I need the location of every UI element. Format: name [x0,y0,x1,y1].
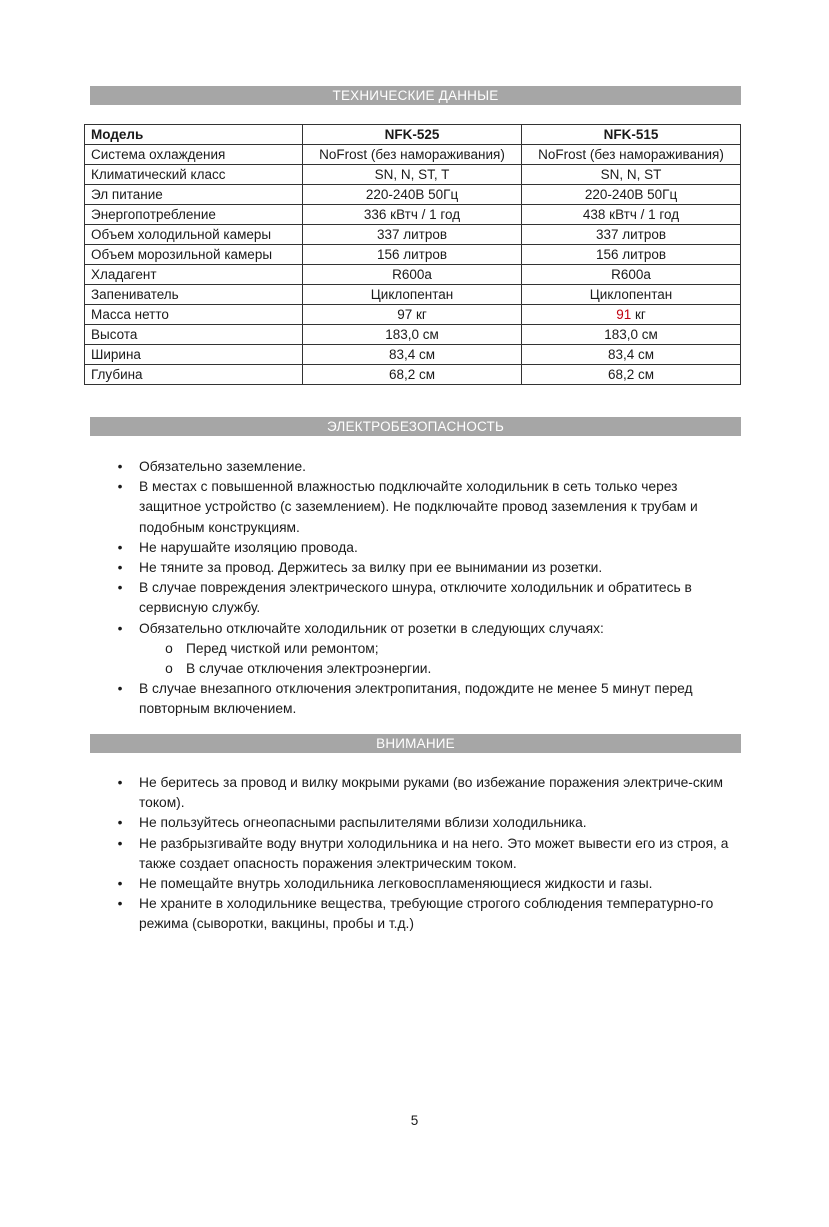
table-row [85,245,741,265]
list-item [113,477,741,538]
table-cell: 68,2 см [522,365,741,385]
list-item-text: Обязательно отключайте холодильник от розетки в следующих случаях: [139,620,604,636]
table-cell: 438 кВтч / 1 год [522,205,741,225]
table-row [85,185,741,205]
table-cell: Эл питание [85,185,303,205]
table-header-cell: Модель [85,125,303,145]
list-item-text: Не помещайте внутрь холодильника легковоспламеняющиеся жидкости и газы. [139,876,653,892]
warning-list [113,773,741,935]
sub-list-item [139,659,741,679]
table-cell: Энергопотребление [85,205,303,225]
bullet-icon: • [117,896,123,912]
bullet-icon: • [117,580,123,596]
table-cell: 220-240В 50Гц [303,185,522,205]
specifications-table [84,124,741,385]
list-item [113,578,741,618]
bullet-icon: • [117,835,123,851]
bullet-icon: • [117,681,123,697]
electrical-safety-list [113,457,741,720]
list-item [113,834,741,874]
list-item [113,894,741,934]
table-cell: Запениватель [85,285,303,305]
bullet-icon: • [117,620,123,636]
table-cell: NoFrost (без намораживания) [303,145,522,165]
table-cell: Хладагент [85,265,303,285]
list-item [113,773,741,813]
table-cell: Циклопентан [522,285,741,305]
list-item-text: Не тяните за провод. Держитесь за вилку при ее вынимании из розетки. [139,560,603,576]
sub-list-item-text: Перед чисткой или ремонтом; [186,640,379,656]
table-header-cell: NFK-515 [522,125,741,145]
bullet-icon: • [117,775,123,790]
circle-bullet-icon: o [165,640,173,656]
table-cell: 156 литров [303,245,522,265]
list-item [113,874,741,894]
table-row [85,145,741,165]
table-cell: 337 литров [522,225,741,245]
table-cell: Ширина [85,345,303,365]
table-cell: Глубина [85,365,303,385]
list-item [113,813,741,833]
table-row [85,365,741,385]
table-cell: 183,0 см [303,325,522,345]
table-cell: Циклопентан [303,285,522,305]
bullet-icon: • [117,459,123,474]
table-row [85,345,741,365]
table-cell: SN, N, ST [522,165,741,185]
list-item [113,457,741,477]
sub-list [139,639,741,679]
table-row [85,205,741,225]
list-item [113,558,741,578]
bullet-icon: • [117,479,123,495]
list-item [113,679,741,719]
table-cell: 97 кг [303,305,522,325]
list-item-text: В местах с повышенной влажностью подключайте холодильник в сеть только через защитное устройство (с заземлением). Не подключайте провод заземления к трубам и подобным конструкциям. [139,479,698,535]
table-header-row [85,125,741,145]
table-cell: Высота [85,325,303,345]
table-cell: NoFrost (без намораживания) [522,145,741,165]
list-item-text: Не разбрызгивайте воду внутри холодильника и на него. Это может вывести его из строя, а также создает опасность поражения электрическим током. [139,835,729,871]
table-cell-mass-nfk515 [522,305,741,325]
table-cell: Система охлаждения [85,145,303,165]
table-cell: 156 литров [522,245,741,265]
table-cell: Объем морозильной камеры [85,245,303,265]
section-header-electrical-safety: ЭЛЕКТРОБЕЗОПАСНОСТЬ [90,417,741,436]
table-row [85,285,741,305]
table-cell: 83,4 см [303,345,522,365]
circle-bullet-icon: o [165,661,173,677]
section-header-tech-data: ТЕХНИЧЕСКИЕ ДАННЫЕ [90,86,741,105]
table-row [85,225,741,245]
list-item [113,619,741,680]
list-item-text: В случае внезапного отключения электропитания, подождите не менее 5 минут перед повторным включением. [139,681,693,717]
table-row [85,305,741,325]
list-item-text: В случае повреждения электрического шнура, отключите холодильник и обратитесь в сервисную службу. [139,580,692,616]
list-item-text: Не храните в холодильнике вещества, требующие строгого соблюдения температурно-го режима (сыворотки, вакцины, пробы и т.д.) [139,896,714,932]
table-cell: Масса нетто [85,305,303,325]
page-number: 5 [410,1113,419,1128]
list-item-text: Не пользуйтесь огнеопасными распылителями вблизи холодильника. [139,815,587,831]
list-item-text: Обязательно заземление. [139,459,306,474]
table-row [85,165,741,185]
list-item-text: Не нарушайте изоляцию провода. [139,539,358,555]
table-cell: R600a [303,265,522,285]
mass-unit: кг [631,307,646,322]
table-cell: 183,0 см [522,325,741,345]
list-item [113,538,741,558]
table-cell: 68,2 см [303,365,522,385]
sub-list-item-text: В случае отключения электроэнергии. [186,661,432,677]
list-item-text: Не беритесь за провод и вилку мокрыми руками (во избежание поражения электриче-ским током). [139,775,724,811]
table-header-cell: NFK-525 [303,125,522,145]
table-cell: Объем холодильной камеры [85,225,303,245]
table-row [85,325,741,345]
sub-list-item [139,639,741,659]
table-cell: SN, N, ST, T [303,165,522,185]
table-cell: R600a [522,265,741,285]
table-cell: 337 литров [303,225,522,245]
highlighted-mass-value: 91 [616,307,632,322]
table-cell: 83,4 см [522,345,741,365]
bullet-icon: • [117,560,123,576]
table-row [85,265,741,285]
bullet-icon: • [117,876,123,892]
section-header-warning: ВНИМАНИЕ [90,734,741,753]
table-cell: Климатический класс [85,165,303,185]
bullet-icon: • [117,815,123,831]
table-cell: 336 кВтч / 1 год [303,205,522,225]
bullet-icon: • [117,539,123,555]
table-cell: 220-240В 50Гц [522,185,741,205]
